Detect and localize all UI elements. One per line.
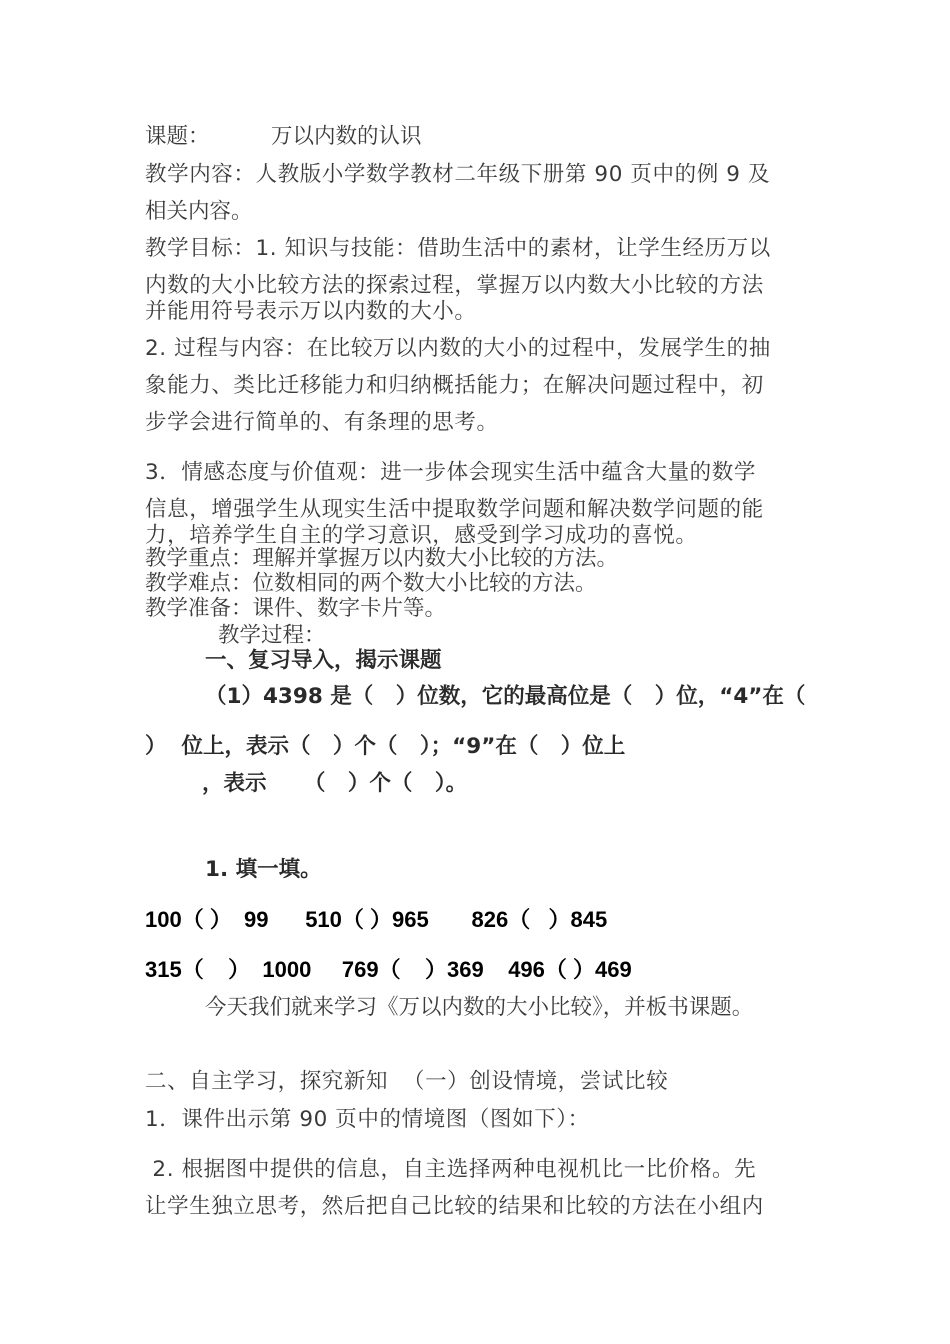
- content-line-2: 相关内容。: [145, 199, 253, 224]
- preparation: 教学准备：课件、数字卡片等。: [145, 596, 447, 621]
- section2-item-2-line-2: 让学生独立思考，然后把自己比较的结果和比较的方法在小组内: [145, 1194, 764, 1219]
- process-title: 教学过程：: [218, 623, 326, 648]
- compare-row-2: 315（ ） 1000 769（ ）369 496（ ）469: [145, 957, 632, 982]
- goal-line-1: 教学目标：1. 知识与技能：借助生活中的素材，让学生经历万以: [145, 236, 771, 261]
- goal-line-6: 步学会进行简单的、有条理的思考。: [145, 410, 499, 435]
- goal-line-9: 力，培养学生自主的学习意识，感受到学习成功的喜悦。: [145, 523, 698, 548]
- review-question-line-1: （1）4398 是（ ）位数，它的最高位是（ ）位，“4”在（: [205, 684, 806, 709]
- key-point: 教学重点：理解并掌握万以内数大小比较的方法。: [145, 546, 619, 571]
- fill-in-heading: 1. 填一填。: [205, 857, 322, 882]
- goal-line-4: 2. 过程与内容：在比较万以内数的大小的过程中，发展学生的抽: [145, 336, 771, 361]
- section2-item-1: 1．课件出示第 90 页中的情境图（图如下）：: [145, 1107, 590, 1132]
- section2-heading: 二、自主学习，探究新知 （一）创设情境，尝试比较: [145, 1069, 669, 1094]
- goal-line-7: 3．情感态度与价值观：进一步体会现实生活中蕴含大量的数学: [145, 460, 756, 485]
- lesson-intro: 今天我们就来学习《万以内数的大小比较》，并板书课题。: [205, 995, 754, 1020]
- goal-line-8: 信息，增强学生从现实生活中提取数学问题和解决数学问题的能: [145, 497, 764, 522]
- goal-line-2: 内数的大小比较方法的探索过程，掌握万以内数大小比较的方法: [145, 273, 764, 298]
- review-question-line-3: ，表示 （ ）个（ ）。: [202, 771, 468, 796]
- section1-heading: 一、复习导入，揭示课题: [205, 648, 442, 673]
- lesson-title: 课题： 万以内数的认识: [145, 124, 422, 149]
- difficulty: 教学难点：位数相同的两个数大小比较的方法。: [145, 571, 597, 596]
- review-question-line-2: ） 位上，表示（ ）个（ ）；“9”在（ ）位上: [145, 734, 626, 759]
- compare-row-1: 100（ ） 99 510（ ）965 826（ ）845: [145, 907, 608, 932]
- goal-line-3: 并能用符号表示万以内数的大小。: [145, 299, 477, 324]
- goal-line-5: 象能力、类比迁移能力和归纳概括能力；在解决问题过程中，初: [145, 373, 764, 398]
- content-line-1: 教学内容：人教版小学数学教材二年级下册第 90 页中的例 9 及: [145, 162, 771, 187]
- section2-item-2-line-1: 2. 根据图中提供的信息，自主选择两种电视机比一比价格。先: [145, 1157, 757, 1182]
